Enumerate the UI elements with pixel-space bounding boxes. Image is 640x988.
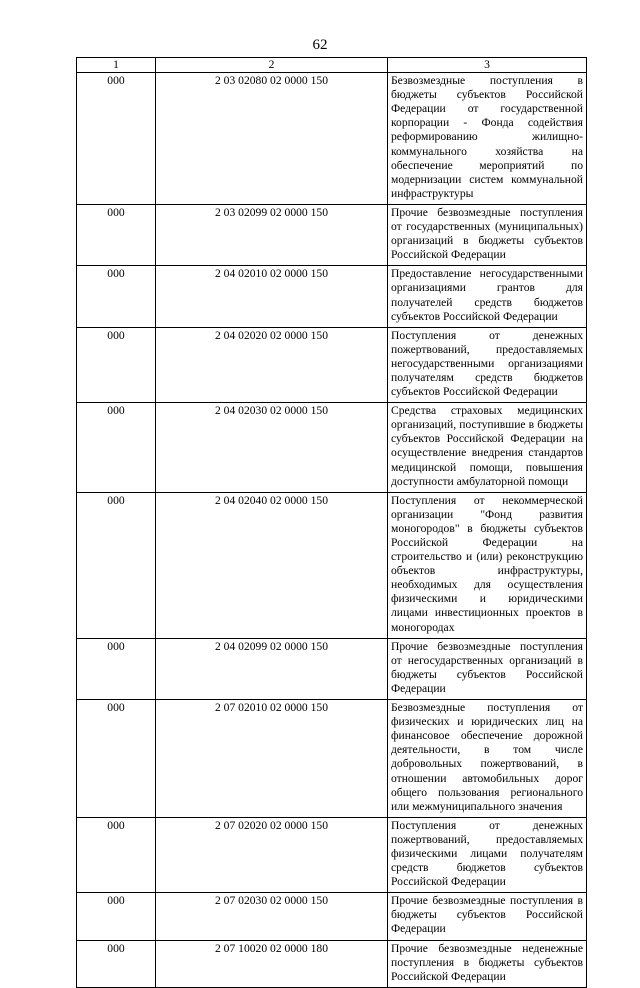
table-body — [77, 73, 587, 988]
income-code-cell: 2 04 02010 02 0000 150 — [156, 266, 388, 327]
admin-code-cell: 000 — [77, 492, 156, 638]
revenue-codes-table — [76, 57, 587, 988]
table-row — [77, 893, 587, 940]
admin-code-cell: 000 — [77, 204, 156, 265]
admin-code-cell: 000 — [77, 893, 156, 940]
admin-code-cell: 000 — [77, 327, 156, 402]
income-name-cell: Поступления от некоммерческой организации "Фонд развития моногородов" в бюджеты субъектов Российской Федерации на строительство и (или) реконструкцию объектов инфраструктуры, необходимых для осуществления физическими и юридическими лицами инвестиционных проектов в моногородах — [388, 492, 587, 638]
income-name-cell: Поступления от денежных пожертвований, предоставляемых физическими лицами получателям средств бюджетов субъектов Российской Федерации — [388, 817, 587, 892]
column-header-2: 2 — [156, 58, 388, 73]
income-code-cell: 2 07 02010 02 0000 150 — [156, 700, 388, 818]
page-number: 62 — [312, 37, 328, 53]
income-code-cell: 2 03 02099 02 0000 150 — [156, 204, 388, 265]
income-name-cell: Прочие безвозмездные поступления от государственных (муниципальных) организаций в бюджеты субъектов Российской Федерации — [388, 204, 587, 265]
income-name-cell: Средства страховых медицинских организаций, поступившие в бюджеты субъектов Российской Федерации на осуществление внедрения стандартов медицинской помощи, повышения доступности амбулаторной помощи — [388, 403, 587, 493]
income-code-cell: 2 03 02080 02 0000 150 — [156, 73, 388, 205]
admin-code-cell: 000 — [77, 700, 156, 818]
table-row — [77, 204, 587, 265]
income-code-cell: 2 04 02040 02 0000 150 — [156, 492, 388, 638]
income-code-cell: 2 07 02020 02 0000 150 — [156, 817, 388, 892]
admin-code-cell: 000 — [77, 817, 156, 892]
income-name-cell: Предоставление негосударственными организациями грантов для получателей средств бюджетов субъектов Российской Федерации — [388, 266, 587, 327]
admin-code-cell: 000 — [77, 266, 156, 327]
admin-code-cell: 000 — [77, 638, 156, 699]
income-name-cell: Прочие безвозмездные поступления в бюджеты субъектов Российской Федерации — [388, 893, 587, 940]
column-header-1: 1 — [77, 58, 156, 73]
income-name-cell: Безвозмездные поступления в бюджеты субъектов Российской Федерации от государственной корпорации - Фонда содействия реформированию жилищно-коммунального хозяйства на обеспечение мероприятий по модернизации систем коммунальной инфраструктуры — [388, 73, 587, 205]
income-name-cell: Прочие безвозмездные поступления от негосударственных организаций в бюджеты субъектов Российской Федерации — [388, 638, 587, 699]
table-row — [77, 940, 587, 987]
income-code-cell: 2 04 02020 02 0000 150 — [156, 327, 388, 402]
income-code-cell: 2 04 02030 02 0000 150 — [156, 403, 388, 493]
income-name-cell: Безвозмездные поступления от физических и юридических лиц на финансовое обеспечение дорожной деятельности, в том числе добровольных пожертвований, в отношении автомобильных дорог общего пользования регионального или межмуниципального значения — [388, 700, 587, 818]
table-row — [77, 700, 587, 818]
table-row — [77, 492, 587, 638]
admin-code-cell: 000 — [77, 403, 156, 493]
table-row — [77, 266, 587, 327]
admin-code-cell: 000 — [77, 940, 156, 987]
table-header-row — [77, 58, 587, 73]
table-row — [77, 327, 587, 402]
income-code-cell: 2 07 10020 02 0000 180 — [156, 940, 388, 987]
admin-code-cell: 000 — [77, 73, 156, 205]
column-header-3: 3 — [388, 58, 587, 73]
income-name-cell: Поступления от денежных пожертвований, предоставляемых негосударственными организациями получателям средств бюджетов субъектов Российской Федерации — [388, 327, 587, 402]
income-code-cell: 2 07 02030 02 0000 150 — [156, 893, 388, 940]
table-row — [77, 638, 587, 699]
income-code-cell: 2 04 02099 02 0000 150 — [156, 638, 388, 699]
table-row — [77, 73, 587, 205]
table-row — [77, 817, 587, 892]
income-name-cell: Прочие безвозмездные неденежные поступления в бюджеты субъектов Российской Федерации — [388, 940, 587, 987]
table-row — [77, 403, 587, 493]
